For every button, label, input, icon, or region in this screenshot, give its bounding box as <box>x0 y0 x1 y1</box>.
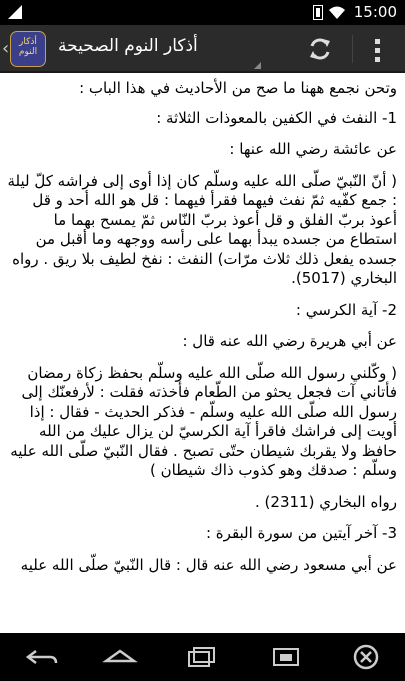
recent-apps-icon[interactable] <box>180 643 220 671</box>
section-heading: 2- آية الكرسي : <box>295 300 397 319</box>
overflow-menu-icon[interactable] <box>366 37 390 63</box>
back-nav-icon[interactable] <box>22 643 62 671</box>
battery-icon <box>313 5 323 20</box>
page-title[interactable]: أذكار النوم الصحيحة <box>58 36 198 56</box>
narrator-line: عن أبي مسعود رضي الله عنه قال : قال النّبيّ صلّى الله عليه <box>20 555 397 574</box>
up-chevron-icon[interactable]: ‹ <box>2 38 10 59</box>
close-icon[interactable] <box>346 643 386 671</box>
section-heading: 1- النفث في الكفين بالمعوذات الثلاثة : <box>156 108 397 127</box>
app-icon[interactable]: أذكار النوم <box>10 31 46 67</box>
source-reference: رواه البخاري (2311) . <box>255 492 397 511</box>
screenshot-icon[interactable] <box>266 643 306 671</box>
narrator-line: عن عائشة رضي الله عنها : <box>229 140 397 158</box>
signal-icon <box>8 5 22 19</box>
home-nav-icon[interactable] <box>100 643 140 671</box>
action-divider <box>352 35 353 63</box>
narrator-line: عن أبي هريرة رضي الله عنه قال : <box>182 332 397 350</box>
wifi-icon <box>329 6 345 20</box>
navigation-bar <box>0 633 405 681</box>
status-bar <box>0 0 405 25</box>
hadith-content <box>0 73 405 633</box>
action-bar <box>0 25 405 73</box>
status-icons <box>313 5 345 20</box>
refresh-icon[interactable] <box>306 35 334 63</box>
intro-paragraph: وتحن نجمع ههنا ما صح من الأحاديث في هذا الباب : <box>79 79 397 97</box>
clock: 15:00 <box>353 3 397 21</box>
hadith-text: ( وكّلني رسول الله صلّى الله عليه وسلّم بحفظ زكاة رمضان فأتاني آت فجعل يحثو من الطّعام فأخذته فقلت : لأرفعنّك إلى رسول الله صلّى الله عليه وسلّم - فذكر الحديث - فقال : إذا أويت إلى فراشك فاقرأ آية الكرسيّ لن يزال عليك من الله حافظ ولا يقربك شيطان حتّى تصبح . فقال النّبيّ صلّى الله عليه وسلّم : صدقك وهو كذوب ذاك شيطان ) <box>10 363 397 479</box>
dropdown-indicator-icon <box>254 62 261 69</box>
section-heading: 3- آخر آيتين من سورة البقرة : <box>205 524 397 542</box>
hadith-text: ( أنّ النّبيّ صلّى الله عليه وسلّم كان إذا أوى إلى فراشه كلّ ليلة : جمع كفّيه ثمّ نفث فيهما فقرأ فيهما : قل هو الله أحد و قل أعوذ بربّ الفلق و قل أعوذ بربّ النّاس ثمّ يمسح بهما ما استطاع من جسده يبدأ بهما على رأسه ووجهه وما أقبل من جسده يفعل ذلك ثلاث مرّات) النفث : نفخ لطيف بلا ريق . رواه البخاري (5017). <box>7 171 397 287</box>
